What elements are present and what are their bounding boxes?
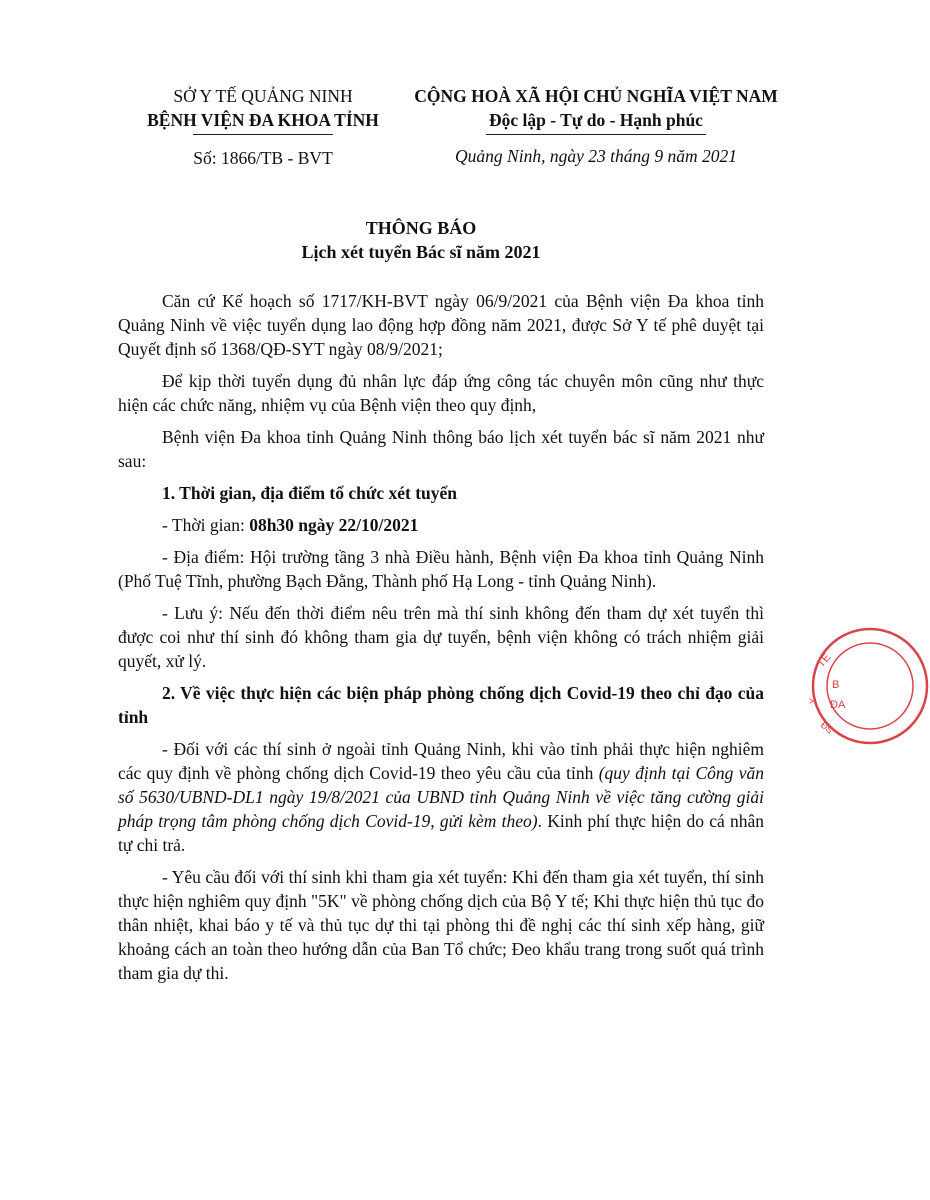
paragraph-place: - Địa điểm: Hội trường tầng 3 nhà Điều hành, Bệnh viện Đa khoa tỉnh Quảng Ninh (Phố Tuệ Tĩnh, phường Bạch Đằng, Thành phố Hạ Long - tỉnh Quảng Ninh). [118,547,764,591]
section-heading-1: 1. Thời gian, địa điểm tổ chức xét tuyển [162,483,458,503]
time-label: - Thời gian: [162,515,250,535]
paragraph-purpose: Để kịp thời tuyển dụng đủ nhân lực đáp ứng công tác chuyên môn cũng như thực hiện các chức năng, nhiệm vụ của Bệnh viện theo quy định, [118,371,764,415]
red-seal-stamp [810,626,930,746]
issuer-underline [193,134,333,135]
outside-province-cost: . Kinh phí thực hiện do cá nhân tự chi trả. [118,811,764,855]
svg-text:ĐS: ĐS [818,719,835,736]
document-body [118,289,764,993]
motto: Độc lập - Tự do - Hạnh phúc [489,110,703,130]
document-number: Số: 1866/TB - BVT [193,148,333,168]
issuer-hospital: BỆNH VIỆN ĐA KHOA TỈNH [147,110,379,130]
motto-underline [486,134,706,135]
paragraph-note: - Lưu ý: Nếu đến thời điểm nêu trên mà thí sinh không đến tham dự xét tuyển thì được coi như thí sinh đó không tham gia dự tuyển, bệnh viện không có trách nhiệm giải quyết, xử lý. [118,603,764,671]
paragraph-announcement: Bệnh viện Đa khoa tỉnh Quảng Ninh thông báo lịch xét tuyển bác sĩ năm 2021 như sau: [118,427,764,471]
national-motto-block [396,84,796,135]
paragraph-time [118,513,764,537]
section-heading-2: 2. Về việc thực hiện các biện pháp phòng chống dịch Covid-19 theo chỉ đạo của tỉnh [118,683,764,727]
svg-text:Y: Y [808,697,818,704]
outside-province-reference: (quy định tại Công văn số 5630/UBND-DL1 ngày 19/8/2021 của UBND tỉnh Quảng Ninh về việc tăng cường giải pháp trọng tâm phòng chống dịch Covid-19, gửi kèm theo) [118,763,764,831]
document-date: Quảng Ninh, ngày 23 tháng 9 năm 2021 [455,146,737,166]
title-main: THÔNG BÁO [365,218,477,238]
paragraph-outside-province [118,737,764,857]
title-sub: Lịch xét tuyển Bác sĩ năm 2021 [301,242,541,262]
paragraph-requirements: - Yêu cầu đối với thí sinh khi tham gia xét tuyển: Khi đến tham gia xét tuyển, thí sinh thực hiện nghiêm quy định "5K" về phòng chống dịch của Bộ Y tế; Khi thực hiện thủ tục đo thân nhiệt, khai báo y tế và thủ tục dự thi tại phòng thi đề nghị các thí sinh xếp hàng, giữ khoảng cách an toàn theo hướng dẫn của Ban Tổ chức; Đeo khẩu trang trong suốt quá trình tham gia dự thi. [118,867,764,983]
svg-text:ĐA: ĐA [830,699,846,711]
svg-text:B: B [832,679,840,691]
issuer-department: SỞ Y TẾ QUẢNG NINH [173,86,353,106]
time-value: 08h30 ngày 22/10/2021 [249,515,419,535]
outside-province-text: - Đối với các thí sinh ở ngoài tỉnh Quảng Ninh, khi vào tỉnh phải thực hiện nghiêm các quy định về phòng chống dịch Covid-19 theo yêu cầu của tỉnh [118,739,764,783]
svg-text:TẾ: TẾ [815,651,834,670]
issuer-block [118,84,408,135]
document-title [0,216,842,264]
country-name: CỘNG HOÀ XÃ HỘI CHỦ NGHĨA VIỆT NAM [414,86,778,106]
paragraph-basis: Căn cứ Kế hoạch số 1717/KH-BVT ngày 06/9/2021 của Bệnh viện Đa khoa tỉnh Quảng Ninh về việc tuyển dụng lao động hợp đồng năm 2021, được Sở Y tế phê duyệt tại Quyết định số 1368/QĐ-SYT ngày 08/9/2021; [118,291,764,359]
